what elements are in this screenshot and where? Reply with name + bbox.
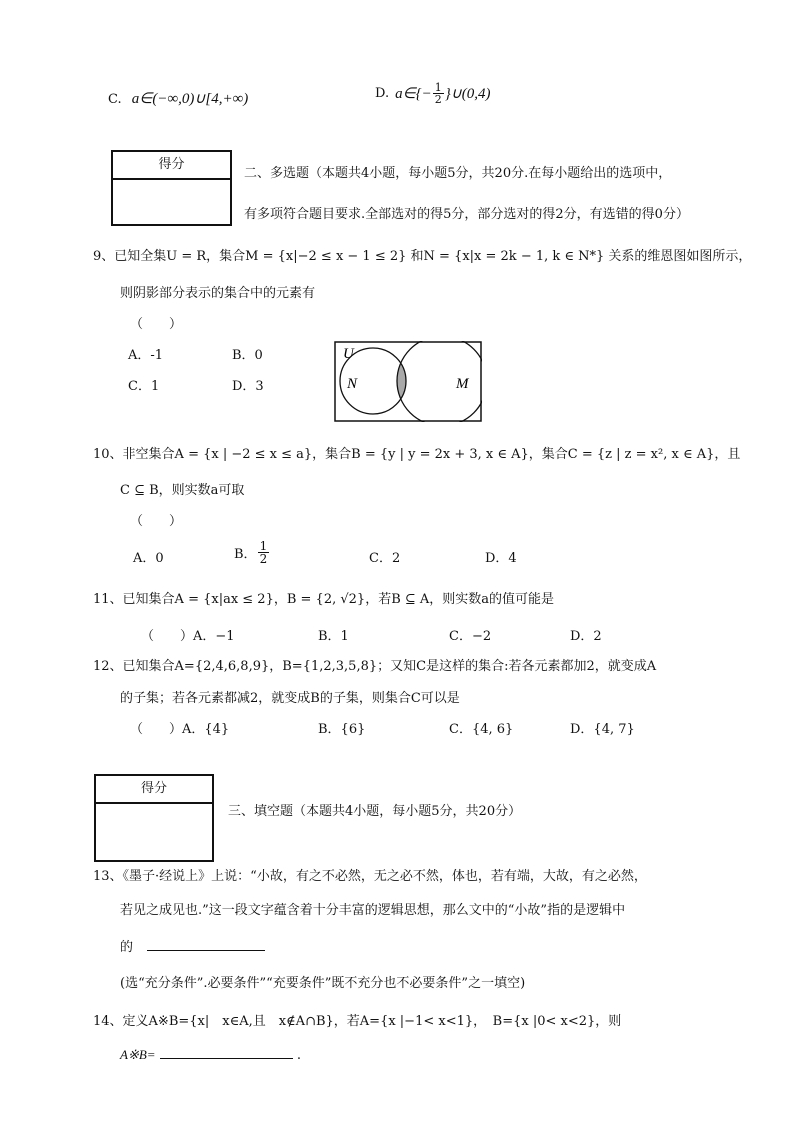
- option-expression: a∈(−∞,0)∪[4,+∞): [131, 91, 249, 107]
- q9-stem: 9、已知全集U = R，集合M = {x|−2 ≤ x − 1 ≤ 2} 和N = {x|x = 2k − 1, k ∈ N*} 关系的维恩图如图所示，: [93, 249, 752, 264]
- q9-stem-line2: 则阴影部分表示的集合中的元素有: [120, 286, 316, 301]
- q10-stem: 10、非空集合A = {x | −2 ≤ x ≤ a}，集合B = {y | y = 2x + 3, x ∈ A}，集合C = {z | z = x², x ∈ A}，且: [93, 447, 741, 462]
- period: .: [296, 1048, 301, 1063]
- answer-paren: （ ）: [130, 514, 183, 529]
- q10-stem-line2: C ⊆ B，则实数a可取: [120, 483, 245, 498]
- fraction-numerator: 1: [434, 81, 442, 94]
- fraction: [258, 540, 270, 565]
- q14-stem: 14、定义A※B={x| x∈A,且 x∉A∩B}，若A={x |−1< x<1}， B={x |0< x<2}，则: [93, 1014, 622, 1029]
- venn-diagram: [334, 341, 482, 422]
- q8-option-d: [375, 82, 491, 105]
- q9-option-b: B．0: [232, 348, 263, 363]
- q9-option-c: C．1: [128, 379, 160, 394]
- answer-blank[interactable]: [160, 1044, 293, 1059]
- q10-option-c: C．2: [369, 551, 401, 566]
- q8-option-c: [108, 89, 248, 108]
- q10-option-a: A．0: [133, 551, 164, 566]
- q11-option-d: D．2: [570, 629, 602, 644]
- q13-stem: 13、《墨子·经说上》上说：“小故，有之不必然，无之必不然，体也，若有端，大故，有之必然，: [93, 869, 647, 884]
- option-expression-start: a∈{−: [395, 86, 432, 102]
- q10-option-d: D．4: [485, 551, 517, 566]
- q13-instruction: (选“充分条件”.必要条件”“充要条件”既不充分也不必要条件”之一填空): [120, 976, 526, 991]
- option-label: B．: [234, 547, 257, 562]
- score-label: 得分: [96, 776, 212, 804]
- q12-stem: 12、已知集合A={2,4,6,8,9}，B={1,2,3,5,8}；又知C是这样的集合:若各元素都加2，就变成A: [93, 659, 657, 674]
- q12-option-b: B．{6}: [318, 722, 366, 737]
- q11-option-c: C．−2: [449, 629, 492, 644]
- q11-option-b: B．1: [318, 629, 349, 644]
- section2-heading: 二、多选题（本题共4小题，每小题5分，共20分.在每小题给出的选项中，: [244, 166, 672, 181]
- option-label: C.: [108, 92, 122, 107]
- fraction-denominator: 2: [434, 93, 442, 106]
- q14-stem-line2: A※B=: [120, 1047, 156, 1062]
- venn-label-m: M: [456, 376, 469, 392]
- q12-stem-line2: 的子集；若各元素都减2，就变成B的子集，则集合C可以是: [120, 691, 460, 706]
- score-label: 得分: [113, 152, 230, 180]
- option-label: D.: [375, 86, 390, 101]
- section3-heading: 三、填空题（本题共4小题，每小题5分，共20分）: [228, 804, 522, 819]
- q9-option-a: A．-1: [128, 348, 164, 363]
- q13-stem-line2: 若见之成见也.”这一段文字蕴含着十分丰富的逻辑思想，那么文中的“小故”指的是逻辑中: [120, 903, 626, 918]
- fraction-numerator: 1: [259, 539, 268, 553]
- answer-paren: （ ）: [130, 317, 183, 332]
- section2-heading-line2: 有多项符合题目要求.全部选对的得5分，部分选对的得2分，有选错的得0分）: [244, 207, 689, 222]
- q12-option-c: C．{4, 6}: [449, 722, 514, 737]
- q12-option-d: D．{4, 7}: [570, 722, 635, 737]
- q9-option-d: D．3: [232, 379, 264, 394]
- venn-label-n: N: [347, 376, 358, 392]
- q13-stem-line3: 的: [120, 940, 134, 955]
- fraction: [433, 82, 444, 105]
- q11-option-a: （ ）A．−1: [141, 629, 235, 644]
- q14-answer-line: [120, 1044, 301, 1063]
- section3-score-box: [94, 774, 214, 862]
- q12-option-a: （ ）A．{4}: [130, 722, 230, 737]
- answer-blank[interactable]: [147, 936, 265, 951]
- q10-option-b: [234, 540, 270, 565]
- section2-score-box: [111, 150, 232, 226]
- venn-label-u: U: [343, 346, 354, 362]
- option-expression-end: }∪(0,4): [444, 86, 491, 102]
- fraction-denominator: 2: [259, 552, 268, 566]
- q13-answer-line: [120, 936, 265, 955]
- q11-stem: 11、已知集合A = {x|ax ≤ 2}，B = {2, √2}，若B ⊆ A，则实数a的值可能是: [93, 592, 555, 607]
